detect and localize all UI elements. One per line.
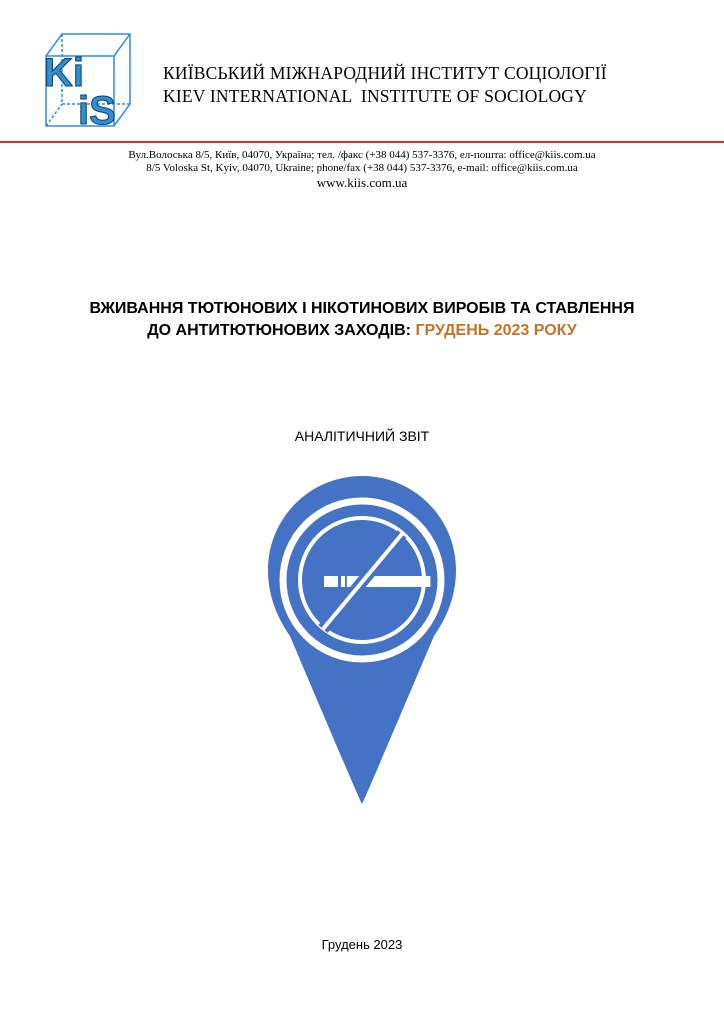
kiis-logo: [40, 30, 136, 130]
organization-names: [163, 62, 683, 108]
address-ukrainian: Вул.Волоська 8/5, Київ, 04070, Україна; тел. /факс (+38 044) 537-3376, ел-пошта: office@kiis.com.ua: [128, 149, 596, 161]
svg-text:iS: iS: [78, 89, 116, 130]
address-english: 8/5 Voloska St, Kyiv, 04070, Ukraine; phone/fax (+38 044) 537-3376, e-mail: office@kiis.com.ua: [146, 162, 578, 174]
org-name-ukrainian: КИЇВСЬКИЙ МІЖНАРОДНИЙ ІНСТИТУТ СОЦІОЛОГІЇ: [163, 63, 607, 83]
title-line-2: [40, 320, 684, 342]
org-name-english: KIEV INTERNATIONAL INSTITUTE OF SOCIOLOGY: [163, 86, 587, 106]
contact-info: [0, 149, 724, 191]
title-date-accent: ГРУДЕНЬ 2023 РОКУ: [415, 322, 577, 339]
no-smoking-location-pin-icon: [268, 476, 456, 804]
website-link[interactable]: www.kiis.com.ua: [316, 175, 408, 190]
header-divider: [0, 141, 724, 143]
report-subtitle: АНАЛІТИЧНИЙ ЗВІТ: [294, 428, 430, 444]
report-date: Грудень 2023: [321, 937, 403, 952]
title-line-2-prefix: ДО АНТИТЮТЮНОВИХ ЗАХОДІВ:: [147, 322, 416, 339]
report-title: [40, 298, 684, 342]
svg-text:Ki: Ki: [44, 51, 84, 95]
title-line-1: ВЖИВАННЯ ТЮТЮНОВИХ І НІКОТИНОВИХ ВИРОБІВ ТА СТАВЛЕННЯ: [89, 300, 635, 317]
